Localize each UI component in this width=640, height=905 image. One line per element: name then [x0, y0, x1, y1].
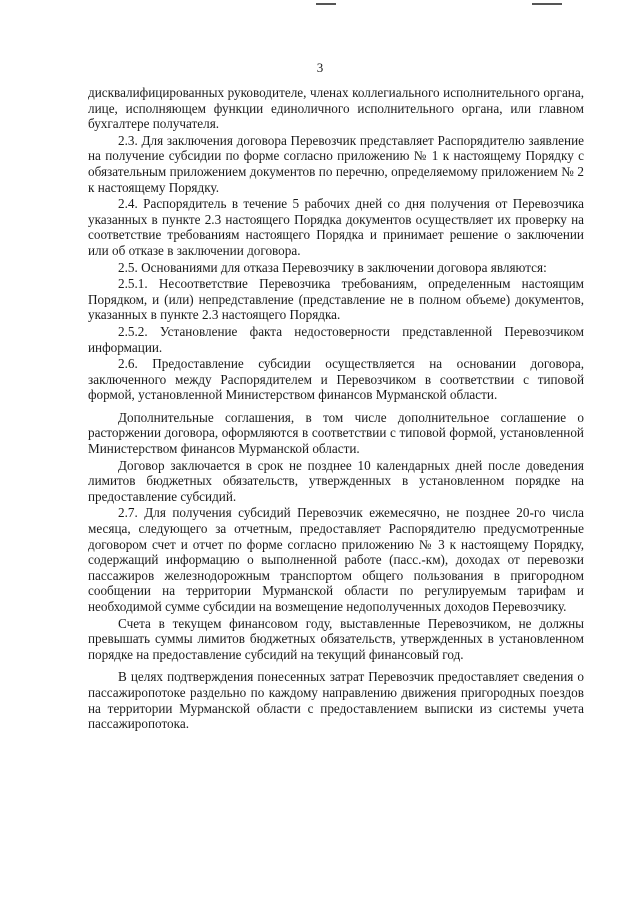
paragraph-2-5: 2.5. Основаниями для отказа Перевозчику в заключении договора являются:	[118, 259, 547, 275]
paragraph-2-4: 2.4. Распорядитель в течение 5 рабочих дней со дня получения от Перевозчика указанных в пункте 2.3 настоящего Порядка документов осуществляет их проверку на соответствие требованиям настоящего Порядка и принимает решение о заключении или об отказе в заключении договора.	[88, 196, 584, 258]
page-number: 3	[316, 60, 324, 75]
document-body	[88, 85, 584, 733]
paragraph-2-3: 2.3. Для заключения договора Перевозчик представляет Распорядителю заявление на получение субсидии по форме согласно приложению № 1 к настоящему Порядку с обязательным приложением документов по перечню, определяемому приложением № 2 к настоящему Порядку.	[88, 132, 584, 195]
paragraph-passenger-flow: В целях подтверждения понесенных затрат Перевозчик предоставляет сведения о пассажиропотоке раздельно по каждому направлению движения пригородных поездов на территории Мурманской области с предоставлением выписки из системы учета пассажиропотока.	[88, 669, 584, 732]
scan-artifact-mark	[532, 3, 562, 5]
paragraph-2-5-2: 2.5.2. Установление факта недостоверности представленной Перевозчиком информации.	[88, 323, 584, 355]
paragraph-additional-agreements: Дополнительные соглашения, в том числе дополнительное соглашение о расторжении договора, оформляются в соответствии с типовой формой, установленной Министерством финансов Мурманской области.	[88, 409, 584, 457]
paragraph-2-5-1: 2.5.1. Несоответствие Перевозчика требованиям, определенным настоящим Порядком, и (или) непредставление (представление не в полном объеме) документов, указанных в пункте 2.3 настоящего Порядка.	[88, 276, 584, 323]
paragraph-invoices: Счета в текущем финансовом году, выставленные Перевозчиком, не должны превышать суммы лимитов бюджетных обязательств, утвержденных в установленном порядке на предоставление субсидий на текущий финансовый год.	[88, 615, 584, 662]
paragraph-2-7: 2.7. Для получения субсидий Перевозчик ежемесячно, не позднее 20-го числа месяца, следующего за отчетным, предоставляет Распорядителю предусмотренные договором счет и отчет по форме согласно приложению № 3 к настоящему Порядку, содержащий информацию о выполненной работе (пасс.-км), доходах от перевозки пассажиров железнодорожным транспортом общего пользования в пригородном сообщении на территории Мурманской области по регулируемым тарифам и необходимой сумме субсидии на возмещение недополученных доходов Перевозчику.	[88, 505, 584, 614]
paragraph-disqualified-continuation: дисквалифицированных руководителе, членах коллегиального исполнительного органа, лице, исполняющем функции единоличного исполнительного органа, или главном бухгалтере получателя.	[88, 85, 584, 132]
scan-artifact-mark	[316, 3, 336, 5]
paragraph-2-6: 2.6. Предоставление субсидии осуществляется на основании договора, заключенного между Распорядителем и Перевозчиком в соответствии с типовой формой, установленной Министерством финансов Мурманской области.	[88, 356, 584, 403]
paragraph-contract-term: Договор заключается в срок не позднее 10 календарных дней после доведения лимитов бюджетных обязательств, утвержденных в установленном порядке на предоставление субсидий.	[88, 457, 584, 504]
